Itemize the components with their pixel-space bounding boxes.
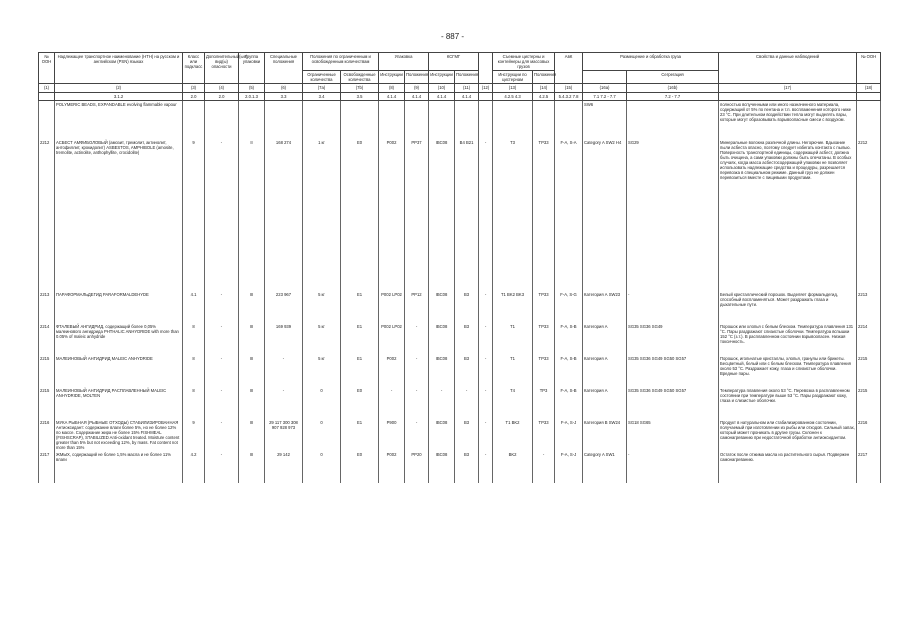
section-reference: 4.1.4 [455,92,479,100]
limited-quantity [303,100,341,139]
column-number: (3) [183,84,205,92]
stowage: Категория В SW24 [583,419,627,452]
special-provisions: 168 274 [265,139,303,291]
column-12: - [479,139,493,291]
special-provisions: 223 967 [265,291,303,323]
ibc-instruction: IBC08 [429,291,455,323]
table-body [39,100,881,483]
class: 8 [183,387,205,419]
un-number: 2213 [39,291,55,323]
header-limited-excepted: Положения по ограниченным и освобожденным количествам [303,53,379,71]
subsidiary-hazard: - [205,139,239,291]
excepted-quantity: E1 [341,323,379,355]
header-packing-provisions: Положения [405,71,429,84]
header-properties: Свойства и данные наблюдений [719,53,857,84]
limited-quantity: 1 кг [303,139,341,291]
special-provisions: - [265,355,303,387]
column-number-row [39,84,881,92]
properties-text: Продукт в натуральном или стабилизированном состоянии, получаемый при изготовлении из рыбы или отходов. Сильный запах, который может проникать в другие грузы. Склонен к самонагреванию при недостаточной обработке антиоксидантом. [719,419,857,452]
class: 9 [183,419,205,452]
stowage: SW6 [583,100,627,139]
packing-instruction: P002 [379,451,405,483]
section-reference [479,92,493,100]
tank-provision: TP3 [533,387,555,419]
excepted-quantity: E1 [341,355,379,387]
column-number: (12) [479,84,493,92]
section-reference [39,92,55,100]
ems-code: F-A, S-J [555,419,583,452]
section-reference: 2.0 [183,92,205,100]
section-reference: 4.1.4 [405,92,429,100]
packing-instruction: P002 [379,139,405,291]
un-number: 2216 [39,419,55,452]
un-number: 2215 [39,387,55,419]
un-number-right: 2217 [857,451,881,483]
section-reference: 4.2.5 4.3 [493,92,533,100]
ibc-provision: - [455,387,479,419]
excepted-quantity: E0 [341,451,379,483]
un-number-right: 2215 [857,355,881,387]
packing-group: III [239,323,265,355]
column-12: - [479,387,493,419]
tank-instruction: T3 [493,139,533,291]
excepted-quantity: E1 [341,419,379,452]
ibc-provision [455,100,479,139]
packing-instruction: - [379,387,405,419]
table-row [39,139,881,291]
proper-shipping-name: ФТАЛЕВЫЙ АНГИДРИД, содержащий более 0,05% малеинового ангидрида PHTHALIC ANHYDRIDE with more than 0.05% of maleic anhydride [55,323,183,355]
un-number-right: 2215 [857,387,881,419]
special-provisions: 29 117 300 308 907 928 973 [265,419,303,452]
packing-instruction: P900 [379,419,405,452]
header-ibc-provisions: Положения [455,71,479,84]
special-provisions: - [265,387,303,419]
limited-quantity: 0 [303,451,341,483]
column-number: (9) [405,84,429,92]
tank-provision [533,100,555,139]
section-reference: 3.3 [265,92,303,100]
un-number: 2215 [39,355,55,387]
tank-instruction: BK2 [493,451,533,483]
header-ems: АвК [555,53,583,84]
tank-provision: TP33 [533,139,555,291]
subsidiary-hazard: - [205,419,239,452]
section-reference: 4.1.4 [429,92,455,100]
column-12: - [479,451,493,483]
special-provisions [265,100,303,139]
segregation: SG35 SG36 SG49 SG50 SG57 [627,387,719,419]
column-number: (17) [719,84,857,92]
packing-instruction: P002 [379,355,405,387]
un-number [39,100,55,139]
tank-instruction: T1 [493,355,533,387]
section-reference: 4.1.4 [379,92,405,100]
packing-instruction: P002 LP02 [379,291,405,323]
excepted-quantity: E1 [341,291,379,323]
header-un-number: № ООН [39,53,55,84]
section-reference [857,92,881,100]
subsidiary-hazard: - [205,387,239,419]
section-reference: 2.0.1.3 [239,92,265,100]
header-proper-shipping-name: Надлежащее транспортное наименование (НТН) на русском и английском (PSN) языках [55,53,183,84]
section-reference: 3.1.2 [55,92,183,100]
proper-shipping-name: ПАРАФОРМАЛЬДЕГИД PARAFORMALDEHYDE [55,291,183,323]
segregation: SG35 SG36 SG49 SG50 SG57 [627,355,719,387]
header-class: Класс или подкласс [183,53,205,84]
properties-text: Остаток после отжима масла из растительного сырья. Подвержен самонагреванию. [719,451,857,483]
column-12: - [479,291,493,323]
packing-provision: - [405,387,429,419]
subsidiary-hazard: - [205,355,239,387]
ibc-provision: B4 B21 [455,139,479,291]
column-number: (8) [379,84,405,92]
stowage: Категория А [583,387,627,419]
column-number: (13) [493,84,533,92]
section-reference: 2.0 [205,92,239,100]
ems-code [555,100,583,139]
table-row [39,387,881,419]
header-col12 [479,53,493,84]
properties-text: Порошок или хлопья с белым блеском. Температура плавления 131 °C. Пары раздражают слизистые оболочки. Температура вспышки 152 °C (з.т.). В расплавленном состоянии взрывоопасен. Низкая токсичность. [719,323,857,355]
ibc-instruction: - [429,387,455,419]
proper-shipping-name: МАЛЕИНОВЫЙ АНГИДРИД MALEIC ANHYDRIDE [55,355,183,387]
header-ibc-instructions: Инструкции [429,71,455,84]
ems-code: F-A, S-J [555,451,583,483]
un-number: 2217 [39,451,55,483]
excepted-quantity: E0 [341,387,379,419]
tank-instruction: T1 BK2 [493,419,533,452]
table-row [39,419,881,452]
packing-provision [405,100,429,139]
packing-provision: PP12 [405,291,429,323]
packing-provision: PP37 [405,139,429,291]
section-reference: 3.4 [303,92,341,100]
packing-group: III [239,291,265,323]
tank-instruction: T1 BK2 BK3 [493,291,533,323]
section-reference: 5.4.3.2 7.8 [555,92,583,100]
column-number: (11) [455,84,479,92]
special-provisions: 29 142 [265,451,303,483]
subsidiary-hazard: - [205,291,239,323]
section-reference [719,92,857,100]
stowage: Категория А [583,323,627,355]
column-12 [479,100,493,139]
section-reference: 3.5 [341,92,379,100]
packing-group: III [239,355,265,387]
table-row [39,355,881,387]
class [183,100,205,139]
packing-provision: PP20 [405,451,429,483]
ibc-provision: B3 [455,419,479,452]
excepted-quantity: E0 [341,139,379,291]
ibc-provision: B3 [455,323,479,355]
class: 4.1 [183,291,205,323]
ibc-instruction [429,100,455,139]
un-number-right: 2212 [857,139,881,291]
reference-row [39,92,881,100]
ibc-provision: B3 [455,355,479,387]
column-12: - [479,355,493,387]
class: 8 [183,355,205,387]
subsidiary-hazard: - [205,451,239,483]
column-number: (7b) [341,84,379,92]
column-number: (18) [857,84,881,92]
dangerous-goods-table [38,52,881,483]
ibc-instruction: IBC08 [429,451,455,483]
class: 9 [183,139,205,291]
packing-instruction [379,100,405,139]
stowage: Категория А SW23 [583,291,627,323]
header-packing-instructions: Инструкции [379,71,405,84]
header-un-number-right: № ООН [857,53,881,84]
header-segregation: Сегрегация [627,71,719,84]
properties-text: полностью вспученными или иного назначенного материала, содержащий от 5% по пентана и т.п. воспламенения которого ниже 23 °C. При длительном воздействии тепла могут выделять пары, которые могут образовывать взрывоопасные смеси с воздухом. [719,100,857,139]
ems-code: F-A, S-G [555,291,583,323]
limited-quantity: 5 кг [303,355,341,387]
header-special-provisions: Специальные положения [265,53,303,84]
segregation: - [627,451,719,483]
tank-instruction: T1 [493,323,533,355]
column-number: (14) [533,84,555,92]
un-number-right: 2214 [857,323,881,355]
tank-provision: TP33 [533,291,555,323]
header-excepted-quantities: Освобожденные количества [341,71,379,84]
properties-text: Белый кристаллический порошок. Выделяет формальдегид, способный воспламеняться. Может раздражать глаза и дыхательные пути. [719,291,857,323]
column-number: (6) [265,84,303,92]
un-number: 2214 [39,323,55,355]
tank-provision: TP33 [533,355,555,387]
page-number: - 887 - [440,32,465,41]
table-row [39,100,881,139]
un-number-right [857,100,881,139]
column-12: - [479,419,493,452]
class: 4.2 [183,451,205,483]
stowage: Category A SW2 H4 [583,139,627,291]
properties-text: Минеральные волокна различной длины. Негорючие. Вдыхание пыли асбеста опасно, поэтому следует избегать контакта с пылью. Поверхность транспортной единицы, содержащей асбест, должна быть очищена, а сами упаковки должны быть опечатаны. В особых случаях, когда масса асбестосодержащей упаковки не позволяет использовать надлежащие средства и процедуры, разрешается перевозка в специальном режиме. Данный груз не должен перевозиться вместе с пищевыми продуктами. [719,139,857,291]
limited-quantity: 5 кг [303,291,341,323]
segregation: SG35 SG36 SG49 [627,323,719,355]
un-number-right: 2216 [857,419,881,452]
limited-quantity: 0 [303,419,341,452]
special-provisions: 169 939 [265,323,303,355]
ems-code: F-A, S-B [555,323,583,355]
section-reference: 7.1 7.2 - 7.7 [583,92,627,100]
proper-shipping-name: POLYMERIC BEADS, EXPANDABLE evolving flammable vapour [55,100,183,139]
packing-instruction: P002 LP02 [379,323,405,355]
table-row [39,451,881,483]
ems-code: F-A, S-A [555,139,583,291]
header-packing-group: Группа упаковки [239,53,265,84]
proper-shipping-name: ЖМЫХ, содержащий не более 1,5% масла и не более 11% влаги [55,451,183,483]
column-number: (7a) [303,84,341,92]
segregation: SG18 SG65 [627,419,719,452]
subsidiary-hazard: - [205,323,239,355]
column-number: (5) [239,84,265,92]
tank-instruction [493,100,533,139]
un-number-right: 2213 [857,291,881,323]
table-row [39,291,881,323]
column-number: (2) [55,84,183,92]
header-limited-quantities: Ограниченные количества [303,71,341,84]
proper-shipping-name: АСБЕСТ АМФИБОЛОВЫЙ (амозит, тремолит, актинолит, антофиллит, крокидолит) ASBESTOS, AMPHIBOLE (amosite, tremolite, actinolite, anthophyllite, crocidolite) [55,139,183,291]
header-tanks-group: Съемные цистерны и контейнеры для массовых грузов [493,53,555,71]
column-number: (16a) [583,84,627,92]
ems-code: F-A, S-B [555,355,583,387]
table-header [39,53,881,101]
class: 8 [183,323,205,355]
properties-text: Температура плавления около 53 °C. Перевозка в расплавленном состоянии при температуре выше 53 °C. Пары раздражают кожу, глаза и слизистые оболочки. [719,387,857,419]
ems-code: F-A, S-B [555,387,583,419]
packing-provision: - [405,419,429,452]
segregation [627,100,719,139]
properties-text: Порошок, игольчатые кристаллы, хлопья, гранулы или брикеты. Бесцветный, белый или с белым блеском. Температура плавления около 53 °C. Раздражает кожу, глаза и слизистые оболочки. Вредные пары. [719,355,857,387]
tank-instruction: T4 [493,387,533,419]
header-tank-provisions: Положения [533,71,555,84]
limited-quantity: 5 кг [303,323,341,355]
column-number: (4) [205,84,239,92]
tank-provision: - [533,451,555,483]
column-12: - [479,323,493,355]
column-number: (10) [429,84,455,92]
tank-provision: TP33 [533,419,555,452]
ibc-instruction: IBC08 [429,139,455,291]
header-subsidiary-hazard: Дополнительный(ые) вид(ы) опасности [205,53,239,84]
ibc-instruction: IBC08 [429,355,455,387]
packing-group: II [239,139,265,291]
section-reference: 4.2.5 [533,92,555,100]
header-ibc-group: КСГМГ [429,53,479,71]
proper-shipping-name: МАЛЕИНОВЫЙ АНГИДРИД РАСПЛАВЛЕННЫЙ MALEIC ANHYDRIDE, MOLTEN [55,387,183,419]
header-tank-instructions: Инструкции по цистернам [493,71,533,84]
segregation: SG29 [627,139,719,291]
header-stowage-group: Размещение и обработка груза [583,53,719,71]
ibc-instruction: IBC08 [429,323,455,355]
table-row [39,323,881,355]
ibc-provision: B3 [455,291,479,323]
column-number: (1) [39,84,55,92]
packing-group: III [239,387,265,419]
header-packaging-group: Упаковка [379,53,429,71]
subsidiary-hazard [205,100,239,139]
proper-shipping-name: МУКА РЫБНАЯ (РЫБНЫЕ ОТХОДЫ) СТАБИЛИЗИРОВАННАЯ Антиоксидант: содержание влаги более 5%, но не более 12% по массе. Содержание жира не более 15% FISHMEAL (FISHSCRAP), STABILIZED Anti-oxidant treated. Moisture content greater than 5% but not exceeding 12%, by mass. Fat content not more than 15% [55,419,183,452]
column-number: (16b) [627,84,719,92]
header-stowage [583,71,627,84]
section-reference: 7.2 - 7.7 [627,92,719,100]
un-number: 2212 [39,139,55,291]
segregation: - [627,291,719,323]
ibc-instruction: IBC08 [429,419,455,452]
column-number: (15) [555,84,583,92]
packing-provision: - [405,355,429,387]
stowage: Категория А [583,355,627,387]
excepted-quantity [341,100,379,139]
packing-group [239,100,265,139]
packing-group: III [239,451,265,483]
stowage: Category A SW1 [583,451,627,483]
tank-provision: TP33 [533,323,555,355]
packing-group: III [239,419,265,452]
packing-provision: - [405,323,429,355]
limited-quantity: 0 [303,387,341,419]
ibc-provision: B3 [455,451,479,483]
